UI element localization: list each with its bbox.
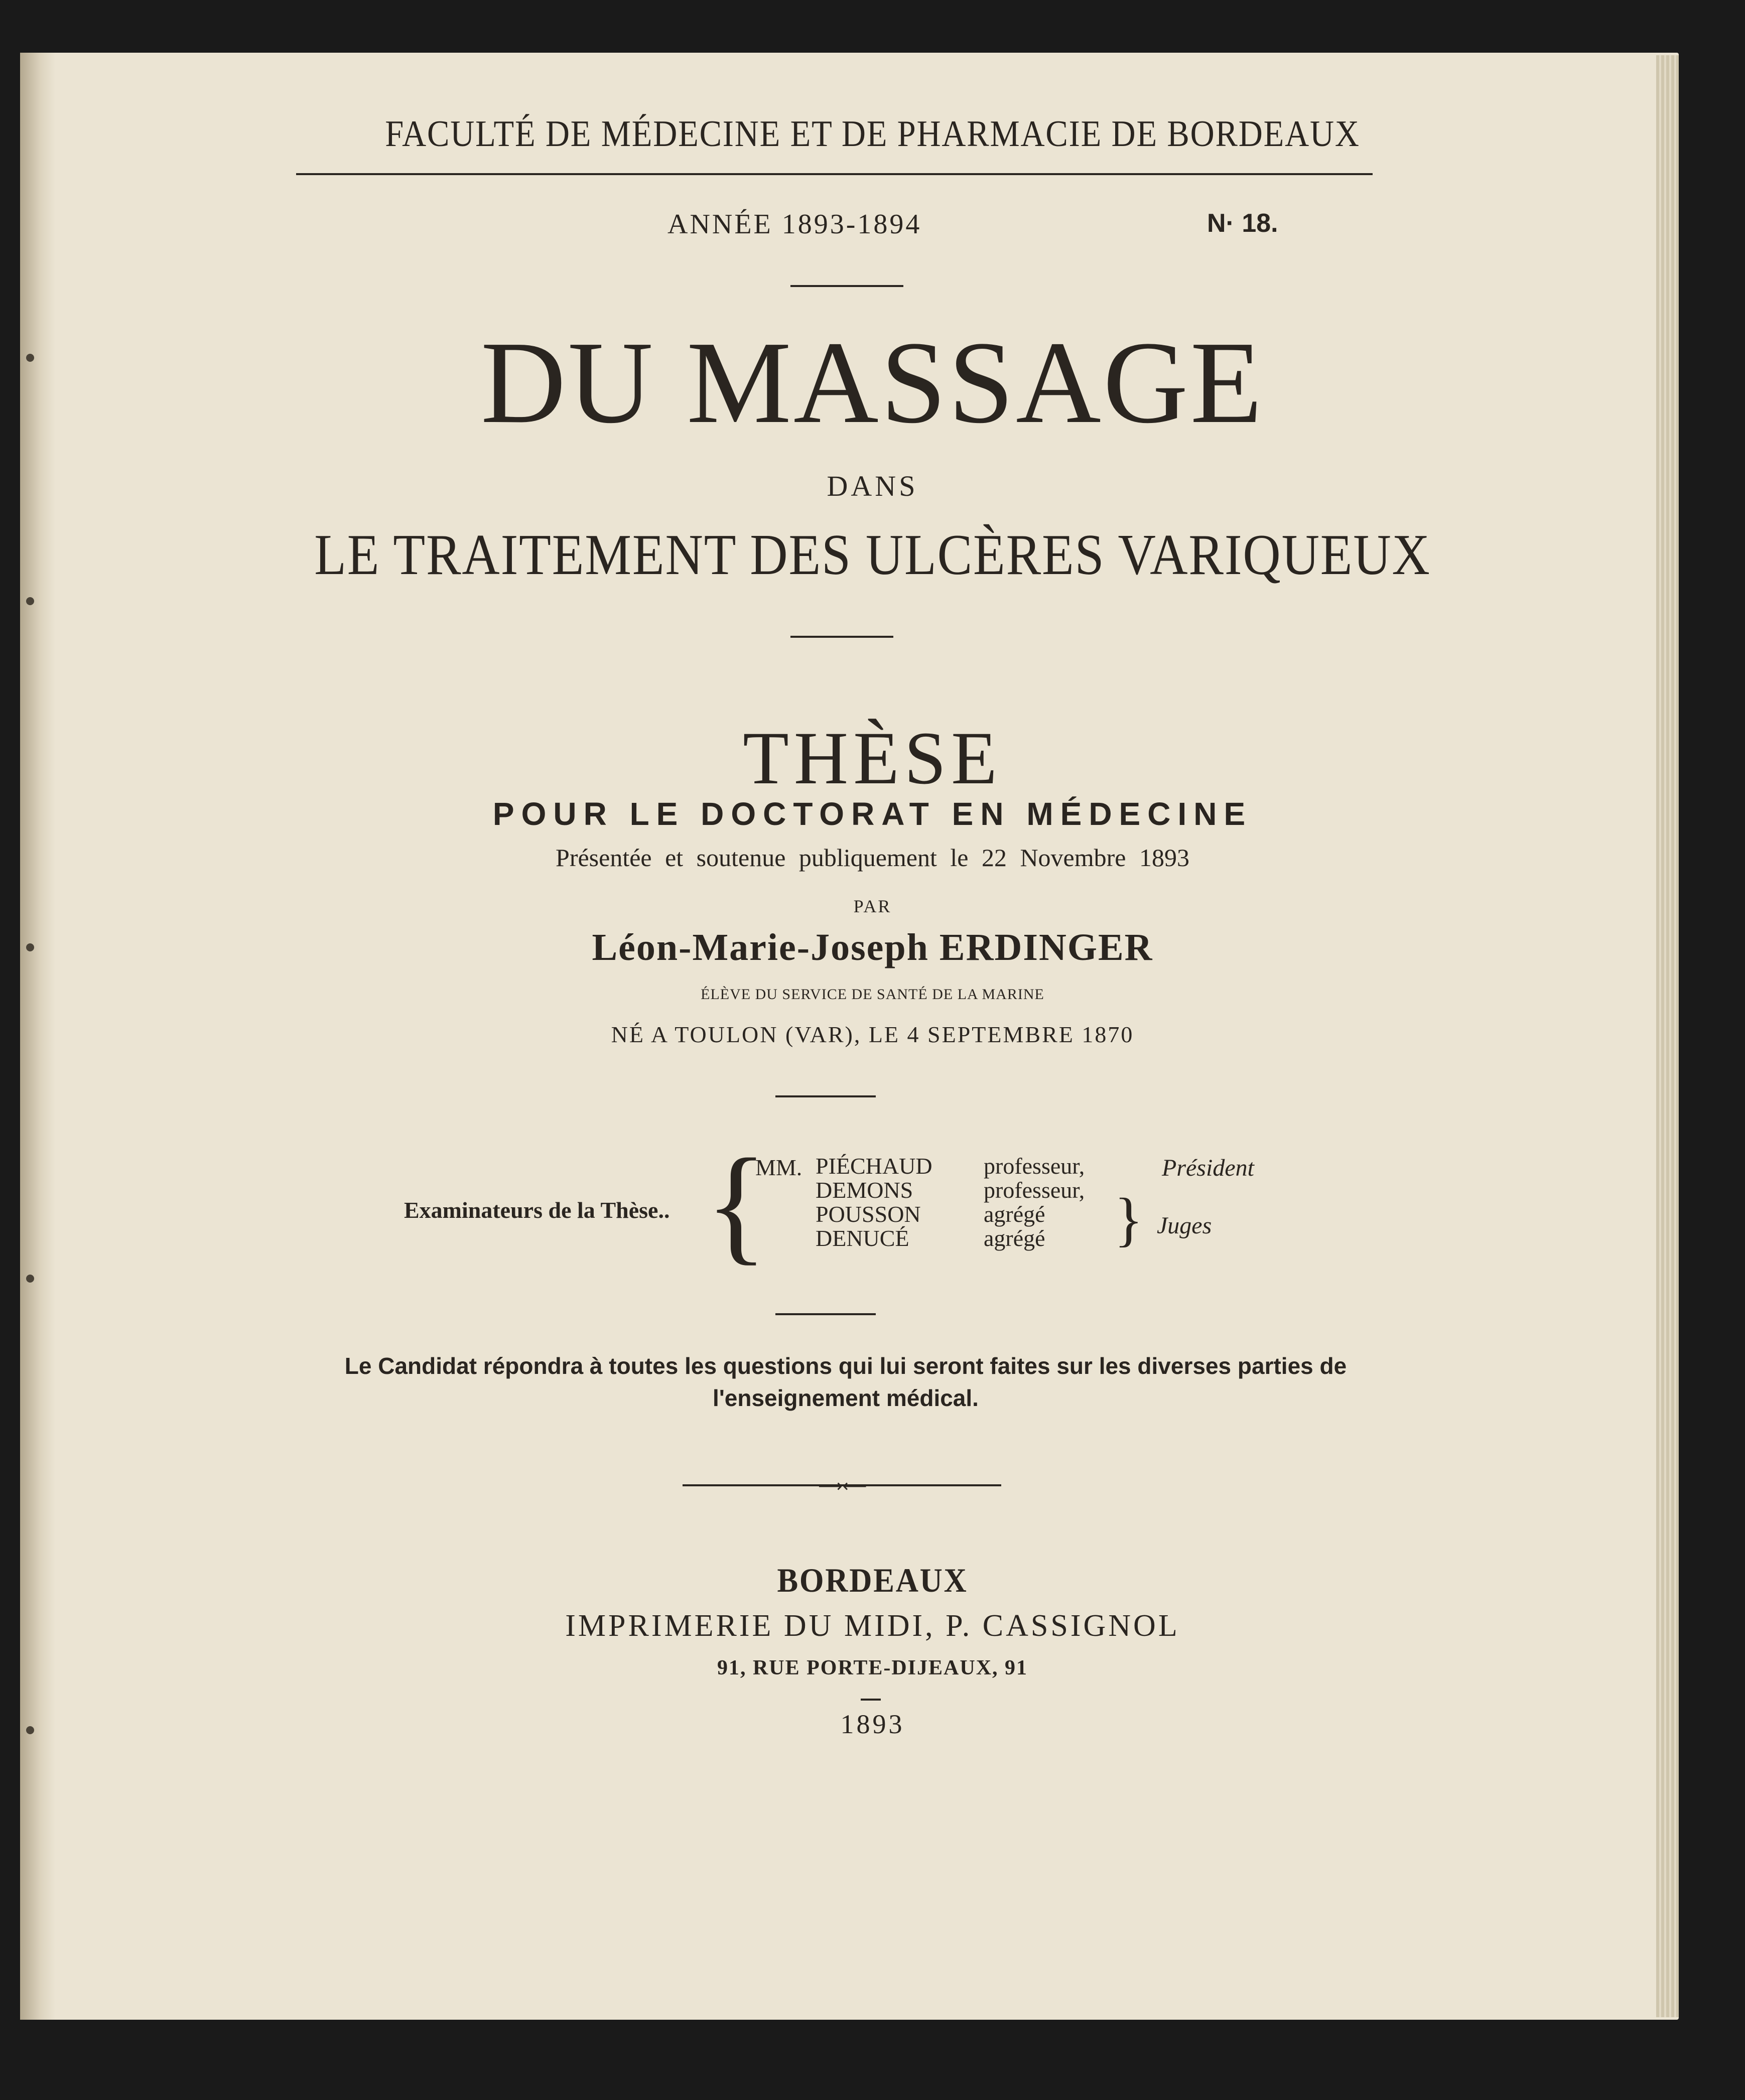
author-status: ÉLÈVE DU SERVICE DE SANTÉ DE LA MARINE xyxy=(701,986,1044,1003)
imprint-address: 91, RUE PORTE-DIJEAUX, 91 xyxy=(717,1656,1028,1679)
binding-hole xyxy=(26,597,34,605)
tiny-rule xyxy=(861,1699,881,1701)
presentation-line: Présentée et soutenue publiquement le 22 Novembre 1893 xyxy=(556,844,1189,872)
examiner-role: professeur, xyxy=(984,1153,1085,1179)
examiners-names xyxy=(816,1154,932,1250)
ornament-icon: ⟶⟵ xyxy=(818,1477,867,1496)
thesis-number: N· 18. xyxy=(1207,209,1278,238)
candidate-notice: Le Candidat répondra à toutes les questions qui lui seront faites sur les diverses parties de l'enseignement médical. xyxy=(344,1353,1347,1411)
main-title: DU MASSAGE xyxy=(480,317,1265,448)
examiners-prefix: MM. xyxy=(755,1155,802,1180)
short-rule xyxy=(775,1313,876,1315)
author-name: Léon-Marie-Joseph ERDINGER xyxy=(592,926,1153,968)
examiner-name: DEMONS xyxy=(816,1177,913,1203)
binding-hole xyxy=(26,1275,34,1283)
imprint-printer: IMPRIMERIE DU MIDI, P. CASSIGNOL xyxy=(565,1609,1180,1643)
birth-line: NÉ A TOULON (VAR), LE 4 SEPTEMBRE 1870 xyxy=(611,1022,1134,1047)
examiner-role: agrégé xyxy=(984,1201,1045,1227)
judges-label: Juges xyxy=(1157,1212,1212,1239)
header-rule xyxy=(296,173,1373,175)
left-brace: { xyxy=(705,1132,768,1277)
president-label: Président xyxy=(1162,1155,1254,1181)
short-rule xyxy=(790,636,893,638)
par-line: PAR xyxy=(853,896,892,916)
examiners-label: Examinateurs de la Thèse.. xyxy=(404,1197,670,1223)
short-rule xyxy=(775,1095,876,1097)
examiner-name: POUSSON xyxy=(816,1201,921,1227)
short-rule xyxy=(790,285,903,287)
judges-brace: } xyxy=(1114,1186,1143,1252)
degree-line: POUR LE DOCTORAT EN MÉDECINE xyxy=(492,796,1253,832)
academic-year: ANNÉE 1893-1894 xyxy=(667,209,922,240)
examiner-role: professeur, xyxy=(984,1177,1085,1203)
imprint-city: BORDEAUX xyxy=(777,1561,968,1599)
examiner-name: PIÉCHAUD xyxy=(816,1153,932,1179)
title-connector: DANS xyxy=(827,470,918,502)
thesis-heading: THÈSE xyxy=(743,717,1002,800)
imprint-year: 1893 xyxy=(840,1709,905,1739)
examiner-name: DENUCÉ xyxy=(816,1225,909,1251)
subtitle: LE TRAITEMENT DES ULCÈRES VARIQUEUX xyxy=(314,523,1431,587)
examiner-role: agrégé xyxy=(984,1225,1045,1251)
examiners-roles xyxy=(984,1154,1085,1250)
faculty-heading: FACULTÉ DE MÉDECINE ET DE PHARMACIE DE BORDEAUX xyxy=(385,113,1360,155)
